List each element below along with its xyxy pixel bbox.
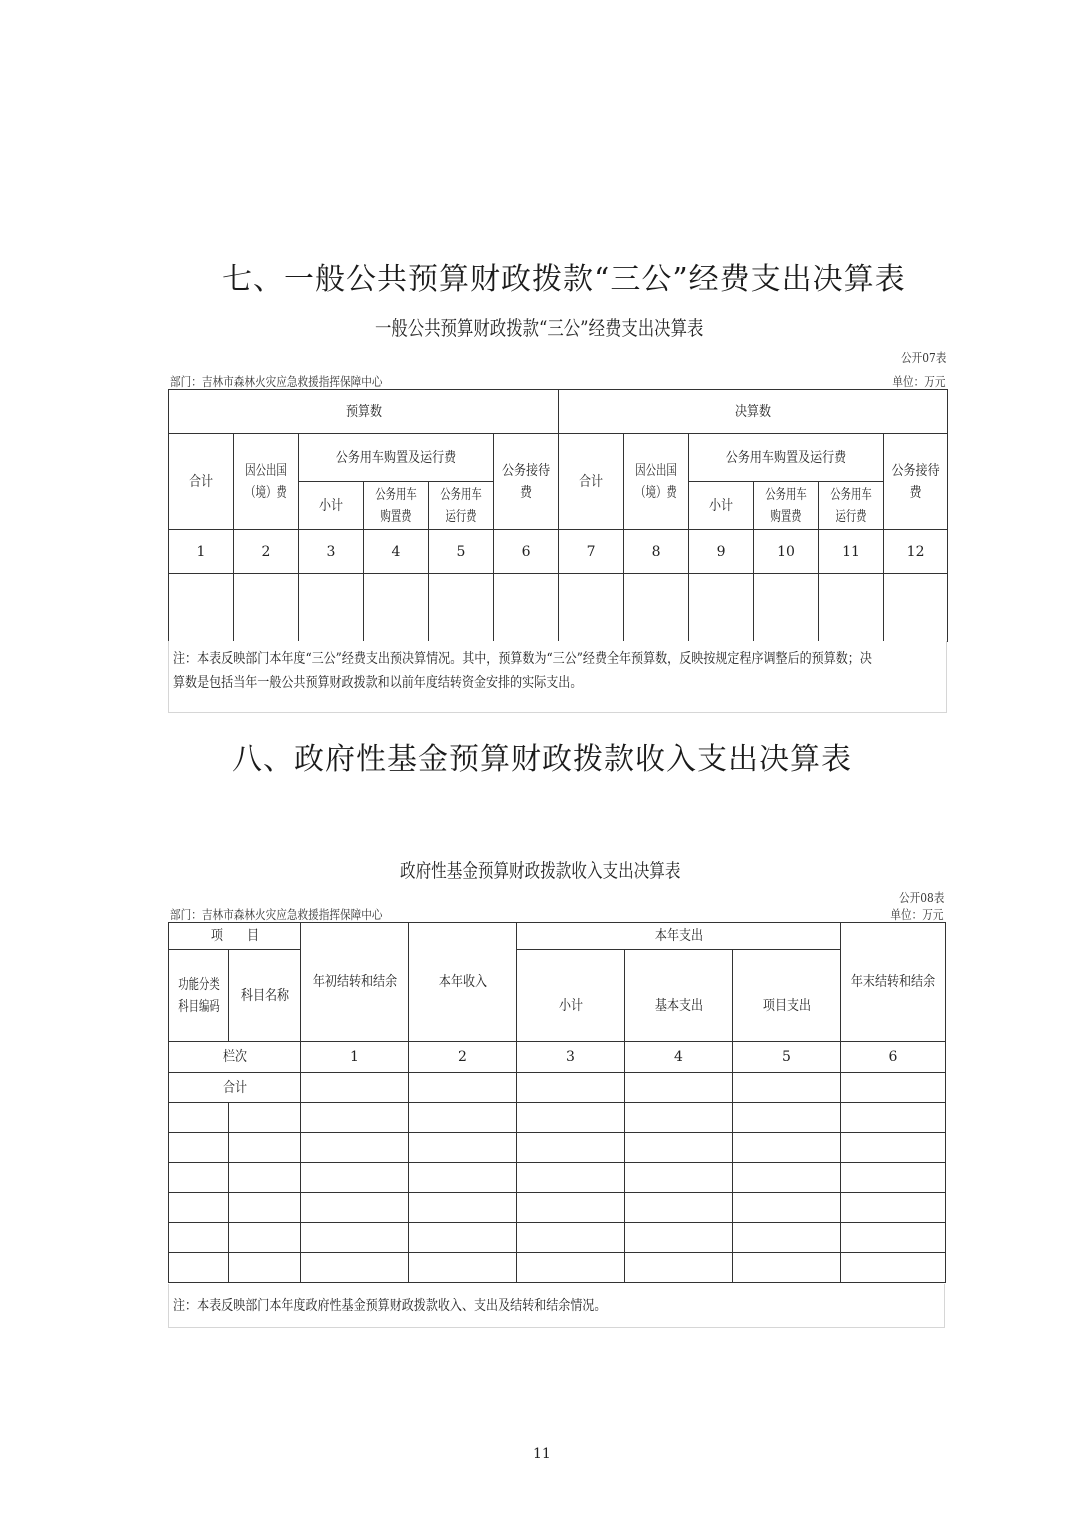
- header-income: 本年收入: [409, 923, 517, 1042]
- data-cell: [625, 1253, 733, 1283]
- table-row: [169, 574, 948, 642]
- data-cell: [733, 1193, 841, 1223]
- header-vehicle: 公务用车购置及运行费: [299, 434, 494, 482]
- data-cell: [689, 574, 754, 642]
- data-cell: [624, 574, 689, 642]
- table-row: [169, 1163, 946, 1193]
- data-cell: [841, 1073, 946, 1103]
- data-cell: [733, 1073, 841, 1103]
- data-cell: [169, 574, 234, 642]
- data-cell: [301, 1193, 409, 1223]
- section8-note-text: 注：本表反映部门本年度政府性基金预算财政拨款收入、支出及结转和结余情况。: [173, 1298, 607, 1314]
- header-vehicle-operate: 公务用车 运行费: [819, 482, 884, 530]
- data-cell: [409, 1163, 517, 1193]
- group-final: 决算数: [559, 390, 948, 434]
- data-cell: [841, 1103, 946, 1133]
- total-row: [169, 1073, 946, 1103]
- data-cell: [169, 1163, 229, 1193]
- header-reception: 公务接待费: [494, 434, 559, 530]
- table-row: [169, 1133, 946, 1163]
- header-basic: 基本支出: [625, 950, 733, 1042]
- header-total: 合计: [169, 434, 234, 530]
- col-no: 1: [169, 530, 234, 574]
- data-cell: [409, 1133, 517, 1163]
- data-cell: [517, 1163, 625, 1193]
- section7-department: 部门：吉林市森林火灾应急救援指挥保障中心: [170, 374, 383, 389]
- header-reception: 公务接待费: [884, 434, 948, 530]
- data-cell: [841, 1253, 946, 1283]
- section8-department: 部门：吉林市森林火灾应急救援指挥保障中心: [170, 907, 383, 922]
- data-cell: [229, 1163, 301, 1193]
- header-total: 合计: [559, 434, 624, 530]
- header-subtotal: 小计: [299, 482, 364, 530]
- section7-unit: 单位：万元: [892, 374, 946, 389]
- section8-note: [168, 1284, 945, 1328]
- section7-note-line2: 算数是包括当年一般公共预算财政拨款和以前年度结转资金安排的实际支出。: [173, 675, 583, 691]
- column-number-row: [169, 530, 948, 574]
- col-no: 2: [234, 530, 299, 574]
- header-vehicle-purchase: 公务用车 购置费: [364, 482, 429, 530]
- data-cell: [884, 574, 948, 642]
- col-no: 3: [299, 530, 364, 574]
- section8-heading: 八、政府性基金预算财政拨款收入支出决算表: [232, 742, 852, 777]
- data-cell: [299, 574, 364, 642]
- header-item: 项 目: [169, 923, 301, 950]
- col-no: 12: [884, 530, 948, 574]
- data-cell: [234, 574, 299, 642]
- data-cell: [733, 1103, 841, 1133]
- data-cell: [229, 1193, 301, 1223]
- data-cell: [494, 574, 559, 642]
- col-no: 11: [819, 530, 884, 574]
- data-cell: [229, 1103, 301, 1133]
- page-number: 11: [533, 1446, 551, 1462]
- column-number-row: [169, 1042, 946, 1073]
- data-cell: [517, 1073, 625, 1103]
- data-cell: [169, 1253, 229, 1283]
- col-no: 8: [624, 530, 689, 574]
- table-row: [169, 1103, 946, 1133]
- header-subject-name: 科目名称: [229, 950, 301, 1042]
- data-cell: [841, 1163, 946, 1193]
- data-cell: [409, 1073, 517, 1103]
- data-cell: [169, 1193, 229, 1223]
- data-cell: [409, 1223, 517, 1253]
- header-project: 项目支出: [733, 950, 841, 1042]
- data-cell: [517, 1253, 625, 1283]
- col-no: 2: [409, 1042, 517, 1073]
- data-cell: [819, 574, 884, 642]
- data-cell: [517, 1133, 625, 1163]
- header-func-code: 功能分类 科目编码: [169, 950, 229, 1042]
- data-cell: [409, 1193, 517, 1223]
- group-budget: 预算数: [169, 390, 559, 434]
- data-cell: [429, 574, 494, 642]
- data-cell: [517, 1223, 625, 1253]
- total-label: 合计: [169, 1073, 301, 1103]
- data-cell: [229, 1223, 301, 1253]
- col-no: 10: [754, 530, 819, 574]
- header-vehicle-operate: 公务用车 运行费: [429, 482, 494, 530]
- header-abroad: 因公出国 （境）费: [234, 434, 299, 530]
- data-cell: [517, 1193, 625, 1223]
- section8-unit: 单位：万元: [890, 907, 944, 922]
- header-begin-balance: 年初结转和结余: [301, 923, 409, 1042]
- col-no: 9: [689, 530, 754, 574]
- data-cell: [841, 1133, 946, 1163]
- data-cell: [364, 574, 429, 642]
- section8-table-title: 政府性基金预算财政拨款收入支出决算表: [400, 860, 681, 882]
- col-no: 3: [517, 1042, 625, 1073]
- table-row: [169, 1253, 946, 1283]
- data-cell: [169, 1103, 229, 1133]
- data-cell: [517, 1103, 625, 1133]
- header-expense: 本年支出: [517, 923, 841, 950]
- col-no: 5: [429, 530, 494, 574]
- data-cell: [301, 1103, 409, 1133]
- data-cell: [625, 1163, 733, 1193]
- data-cell: [229, 1133, 301, 1163]
- table-row: [169, 1223, 946, 1253]
- col-no: 1: [301, 1042, 409, 1073]
- data-cell: [733, 1223, 841, 1253]
- data-cell: [169, 1223, 229, 1253]
- data-cell: [559, 574, 624, 642]
- header-subtotal: 小计: [517, 950, 625, 1042]
- header-vehicle-purchase: 公务用车 购置费: [754, 482, 819, 530]
- data-cell: [301, 1133, 409, 1163]
- data-cell: [733, 1253, 841, 1283]
- data-cell: [229, 1253, 301, 1283]
- data-cell: [625, 1073, 733, 1103]
- section7-heading: 七、一般公共预算财政拨款“三公”经费支出决算表: [222, 262, 906, 297]
- data-cell: [733, 1163, 841, 1193]
- section7-note: [168, 641, 947, 713]
- data-cell: [409, 1253, 517, 1283]
- data-cell: [754, 574, 819, 642]
- section7-table-title: 一般公共预算财政拨款“三公”经费支出决算表: [375, 316, 704, 340]
- row-label-col: 栏次: [169, 1042, 301, 1073]
- section8-form-no: 公开08表: [898, 890, 944, 905]
- header-end-balance: 年末结转和结余: [841, 923, 946, 1042]
- data-cell: [625, 1133, 733, 1163]
- data-cell: [301, 1223, 409, 1253]
- data-cell: [301, 1163, 409, 1193]
- data-cell: [625, 1193, 733, 1223]
- header-subtotal: 小计: [689, 482, 754, 530]
- data-cell: [409, 1103, 517, 1133]
- col-no: 6: [841, 1042, 946, 1073]
- data-cell: [733, 1133, 841, 1163]
- table-row: [169, 1193, 946, 1223]
- header-vehicle: 公务用车购置及运行费: [689, 434, 884, 482]
- data-cell: [625, 1223, 733, 1253]
- data-cell: [841, 1223, 946, 1253]
- col-no: 5: [733, 1042, 841, 1073]
- col-no: 6: [494, 530, 559, 574]
- data-cell: [841, 1193, 946, 1223]
- data-cell: [625, 1103, 733, 1133]
- data-cell: [169, 1133, 229, 1163]
- col-no: 4: [625, 1042, 733, 1073]
- data-cell: [301, 1073, 409, 1103]
- gov-fund-table: [168, 922, 946, 1283]
- col-no: 4: [364, 530, 429, 574]
- col-no: 7: [559, 530, 624, 574]
- header-abroad: 因公出国 （境）费: [624, 434, 689, 530]
- data-cell: [301, 1253, 409, 1283]
- section7-form-no: 公开07表: [900, 350, 946, 365]
- three-public-expense-table: [168, 389, 948, 642]
- section7-note-line1: 注：本表反映部门本年度“三公”经费支出预决算情况。其中，预算数为“三公”经费全年预算数，反映按规定程序调整后的预算数；决: [173, 651, 872, 667]
